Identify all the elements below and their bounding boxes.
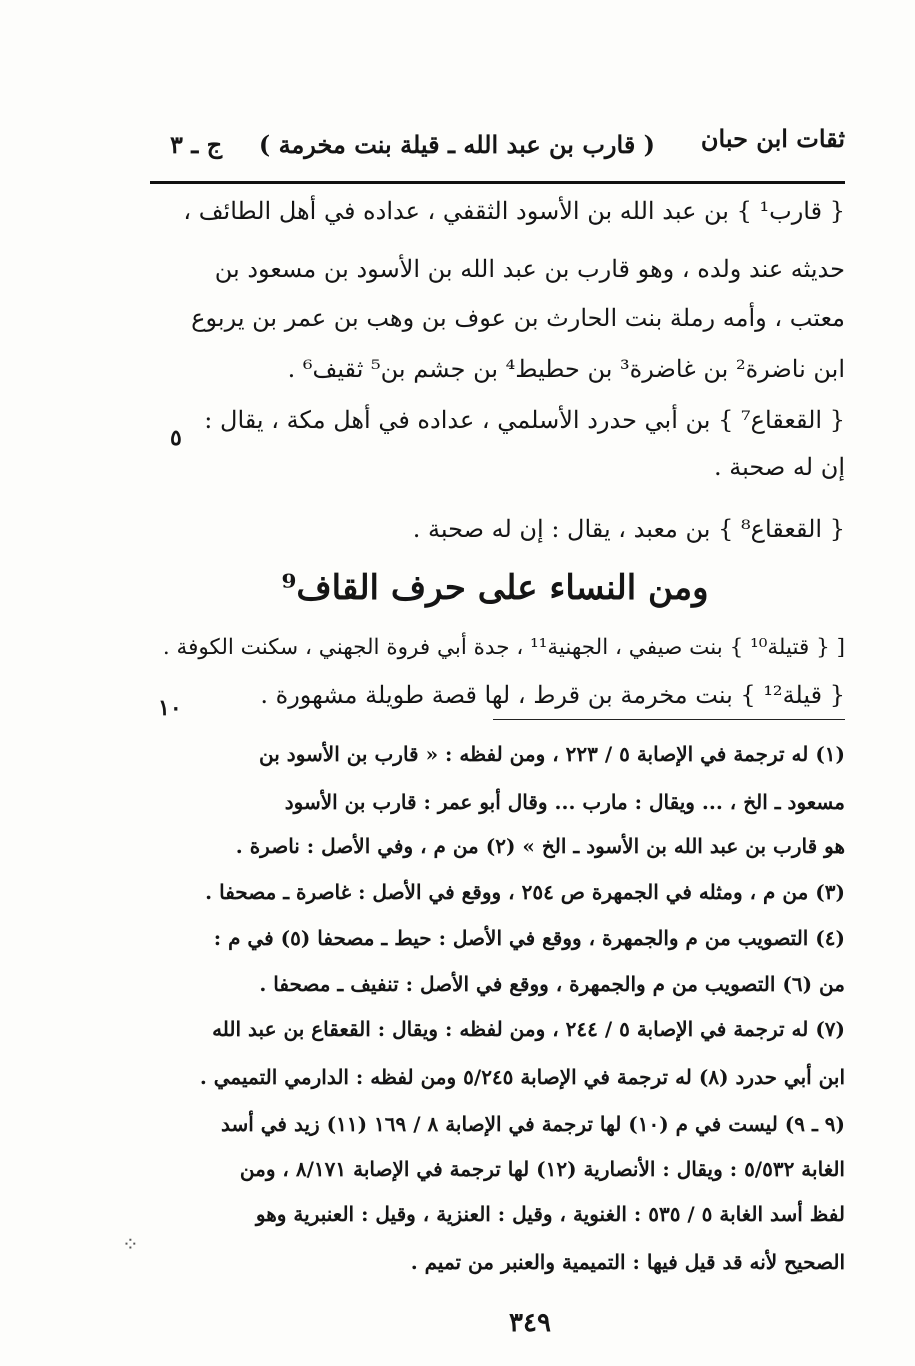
running-header — [150, 118, 845, 164]
body-line: { قارب¹ } بن عبد الله بن الأسود الثقفي ، عداده في أهل الطائف ، — [183, 197, 845, 225]
women-entry-line: [ { قتيلة¹⁰ } بنت صيفي ، الجهنية¹¹ ، جدة أبي فروة الجهني ، سكنت الكوفة . — [162, 635, 845, 660]
margin-line-number: ٥ — [170, 425, 182, 451]
body-line: { القعقاع⁷ } بن أبي حدرد الأسلمي ، عداده في أهل مكة ، يقال : — [204, 406, 845, 434]
footnote-line: (٣) من م ، ومثله في الجمهرة ص ٢٥٤ ، ووقع في الأصل : غاصرة ـ مصحفا . — [205, 880, 845, 904]
body-line: معتب ، وأمه رملة بنت الحارث بن عوف بن وهب بن عمر بن يربوع — [191, 304, 845, 332]
volume-label: ج ـ ٣ — [170, 130, 223, 159]
footnote-line: ابن أبي حدرد (٨) له ترجمة في الإصابة ٥/٢٤٥ ومن لفظه : الدارمي التميمي . — [199, 1065, 845, 1089]
page-number: ٣٤٩ — [509, 1308, 551, 1338]
footnote-line: مسعود ـ الخ ، ... ويقال : مارب ... وقال أبو عمر : قارب بن الأسود — [284, 790, 845, 814]
footnote-line: (٤) التصويب من م والجمهرة ، ووقع في الأصل : حيط ـ مصحفا (٥) في م : — [213, 926, 845, 950]
footnote-line: (١) له ترجمة في الإصابة ٥ / ٢٢٣ ، ومن لفظه : « قارب بن الأسود بن — [259, 742, 845, 766]
body-line: حديثه عند ولده ، وهو قارب بن عبد الله بن الأسود بن مسعود بن — [214, 255, 845, 283]
body-line: ابن ناضرة² بن غاضرة³ بن حطيط⁴ بن جشم بن⁵ ثقيف⁶ . — [287, 355, 845, 383]
entry-range: ( قارب بن عبد الله ـ قيلة بنت مخرمة ) — [258, 130, 655, 159]
women-entry-line: { قيلة¹² } بنت مخرمة بن قرط ، لها قصة طويلة مشهورة . — [260, 681, 845, 709]
footnote-line: من (٦) التصويب من م والجمهرة ، ووقع في الأصل : تنفيف ـ مصحفا . — [259, 972, 845, 996]
footnote-line: الغابة ٥/٥٣٢ : ويقال : الأنصارية (١٢) لها ترجمة في الإصابة ٨/١٧١ ، ومن — [239, 1157, 845, 1181]
footnote-rule — [493, 719, 845, 720]
margin-line-number: ١٠ — [158, 695, 182, 721]
footnote-line: (٩ ـ ٩) ليست في م (١٠) لها ترجمة في الإصابة ٨ / ١٦٩ (١١) زيد في أسد — [220, 1112, 845, 1136]
section-title: ومن النساء على حرف القاف⁹ — [281, 568, 709, 608]
paper-speck: ⁘ — [122, 1232, 139, 1256]
footnote-line: هو قارب بن عبد الله بن الأسود ـ الخ » (٢) من م ، وفي الأصل : ناصرة . — [235, 834, 845, 858]
header-rule — [150, 181, 845, 184]
footnote-line: (٧) له ترجمة في الإصابة ٥ / ٢٤٤ ، ومن لفظه : ويقال : القعقاع بن عبد الله — [212, 1017, 845, 1041]
footnote-line: لفظ أسد الغابة ٥ / ٥٣٥ : الغنوية ، وقيل : العنزية ، وقيل : العنبرية وهو — [255, 1202, 845, 1226]
footnote-line: الصحيح لأنه قد قيل فيها : التميمية والعنبر من تميم . — [410, 1250, 845, 1274]
body-line: إن له صحبة . — [714, 453, 845, 481]
book-title: ثقات ابن حبان — [700, 124, 845, 153]
body-line: { القعقاع⁸ } بن معبد ، يقال : إن له صحبة . — [412, 515, 845, 543]
